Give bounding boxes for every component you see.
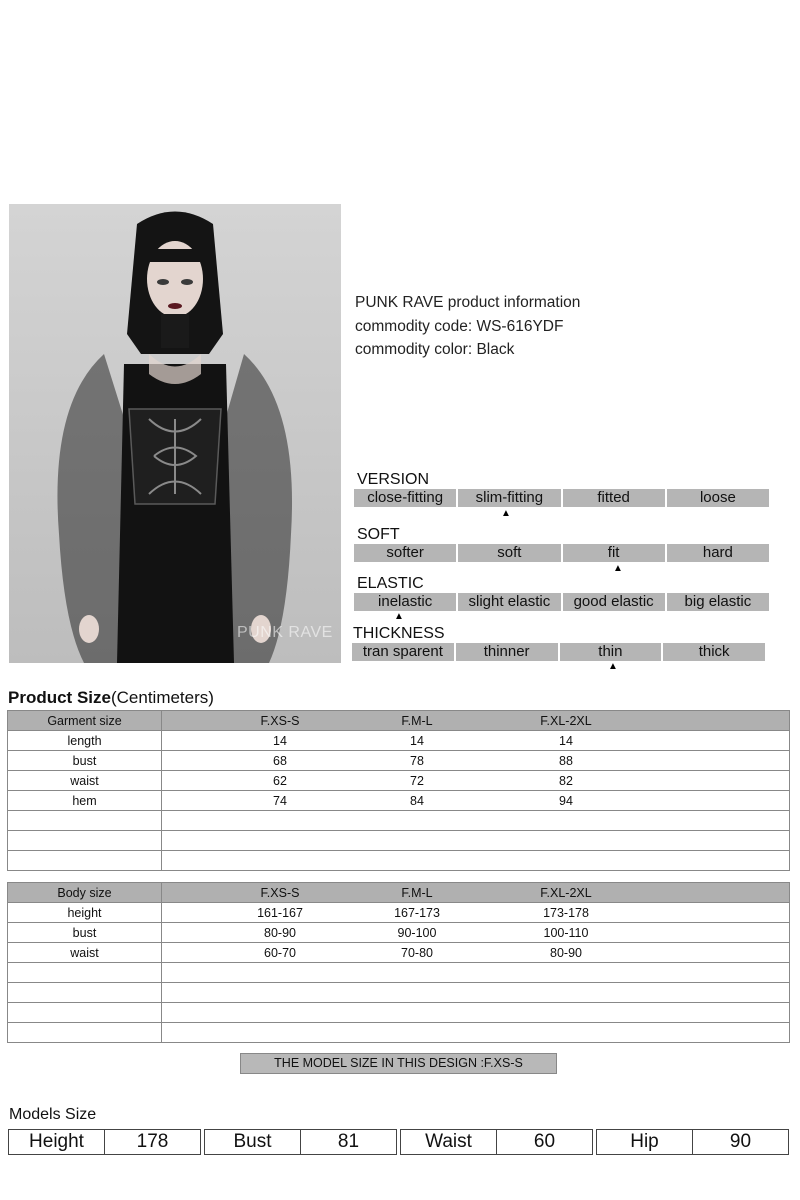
version-selected-marker: ▲ [501, 508, 511, 519]
size-value: 80-90 [264, 926, 296, 940]
model-measure-hip [596, 1129, 789, 1155]
model-size-note: THE MODEL SIZE IN THIS DESIGN :F.XS-S [240, 1053, 557, 1074]
row-label [8, 963, 162, 983]
soft-option: softer [354, 544, 456, 562]
measure-value: 90 [729, 1131, 752, 1152]
size-value: 82 [559, 774, 573, 788]
size-value: 70-80 [401, 946, 433, 960]
info-color-line: commodity color: Black [355, 341, 515, 358]
size-value: 74 [273, 794, 287, 808]
size-value: 88 [559, 754, 573, 768]
elastic-option: good elastic [563, 593, 665, 611]
row-label: bust [8, 923, 162, 943]
row-values [162, 731, 790, 751]
row-label: Body size [8, 883, 162, 903]
row-label [8, 831, 162, 851]
size-value: 68 [273, 754, 287, 768]
elastic-selected-marker: ▲ [394, 611, 404, 622]
table-row [8, 771, 790, 791]
soft-option: hard [667, 544, 769, 562]
thickness-title: THICKNESS [353, 625, 445, 642]
row-values [162, 883, 790, 903]
version-option: slim-fitting [458, 489, 560, 507]
elastic-option: big elastic [667, 593, 769, 611]
table-row [8, 943, 790, 963]
size-value: 72 [410, 774, 424, 788]
row-values [162, 943, 790, 963]
table-row [8, 923, 790, 943]
row-label [8, 851, 162, 871]
row-label: waist [8, 943, 162, 963]
size-value: 161-167 [257, 906, 303, 920]
thickness-option: thinner [456, 643, 558, 661]
row-label: length [8, 731, 162, 751]
garment-size-table [7, 710, 790, 871]
table-header-row [8, 883, 790, 903]
table-header-row [8, 711, 790, 731]
elastic-title: ELASTIC [357, 575, 424, 592]
row-values [162, 983, 790, 1003]
size-value: F.M-L [401, 886, 433, 900]
thickness-scale [352, 643, 765, 661]
size-value: 167-173 [394, 906, 440, 920]
size-value: 78 [410, 754, 424, 768]
size-value: 173-178 [543, 906, 589, 920]
size-value: 90-100 [397, 926, 437, 940]
table-row [8, 1003, 790, 1023]
body-size-table [7, 882, 790, 1043]
models-size-label: Models Size [9, 1106, 97, 1123]
row-label [8, 1023, 162, 1043]
size-value: 62 [273, 774, 287, 788]
table-row [8, 851, 790, 871]
row-values [162, 791, 790, 811]
table-row [8, 1023, 790, 1043]
measure-value: 81 [337, 1131, 360, 1152]
size-value: F.M-L [401, 714, 433, 728]
size-value: 80-90 [550, 946, 582, 960]
row-label: waist [8, 771, 162, 791]
row-label: bust [8, 751, 162, 771]
version-option: fitted [563, 489, 665, 507]
row-label: Garment size [8, 711, 162, 731]
version-option: loose [667, 489, 769, 507]
size-value: F.XS-S [260, 886, 300, 900]
row-label [8, 1003, 162, 1023]
product-photo [9, 204, 341, 663]
size-value: F.XL-2XL [540, 886, 592, 900]
soft-option: fit [563, 544, 665, 562]
thickness-option: thick [663, 643, 765, 661]
size-value: F.XS-S [260, 714, 300, 728]
model-measure-height [8, 1129, 201, 1155]
version-scale [354, 489, 769, 507]
row-values [162, 831, 790, 851]
product-info [355, 291, 580, 362]
thickness-option: tran sparent [352, 643, 454, 661]
elastic-option: slight elastic [458, 593, 560, 611]
row-label: hem [8, 791, 162, 811]
row-label [8, 811, 162, 831]
info-brand-line: PUNK RAVE product information [355, 294, 581, 311]
row-values [162, 923, 790, 943]
model-measure-bust [204, 1129, 397, 1155]
table-row [8, 963, 790, 983]
row-values [162, 963, 790, 983]
table-row [8, 751, 790, 771]
thickness-selected-marker: ▲ [608, 661, 618, 672]
row-values [162, 751, 790, 771]
soft-option: soft [458, 544, 560, 562]
product-size-title [8, 688, 214, 708]
row-values [162, 771, 790, 791]
measure-key: Bust [205, 1130, 301, 1154]
measure-key: Hip [597, 1130, 693, 1154]
table-row [8, 811, 790, 831]
size-value: 14 [410, 734, 424, 748]
measure-key: Height [9, 1130, 105, 1154]
measure-key: Waist [401, 1130, 497, 1154]
measure-value: 178 [136, 1131, 169, 1152]
version-option: close-fitting [354, 489, 456, 507]
model-measure-waist [400, 1129, 593, 1155]
row-label [8, 983, 162, 1003]
row-values [162, 811, 790, 831]
row-values [162, 1003, 790, 1023]
product-size-unit: (Centimeters) [110, 688, 214, 707]
soft-title: SOFT [357, 526, 400, 543]
row-label: height [8, 903, 162, 923]
soft-selected-marker: ▲ [613, 563, 623, 574]
measure-value: 60 [533, 1131, 556, 1152]
table-row [8, 903, 790, 923]
info-code-line: commodity code: WS-616YDF [355, 317, 564, 335]
table-row [8, 791, 790, 811]
row-values [162, 903, 790, 923]
brand-watermark: PUNK RAVE [237, 624, 333, 641]
soft-scale [354, 544, 769, 562]
row-values [162, 1023, 790, 1043]
thickness-option: thin [560, 643, 662, 661]
size-value: 14 [273, 734, 287, 748]
table-row [8, 983, 790, 1003]
table-row [8, 731, 790, 751]
size-value: F.XL-2XL [540, 714, 592, 728]
size-value: 60-70 [264, 946, 296, 960]
table-row [8, 831, 790, 851]
size-value: 84 [410, 794, 424, 808]
elastic-option: inelastic [354, 593, 456, 611]
model-illustration [9, 204, 341, 663]
size-value: 100-110 [543, 926, 589, 940]
row-values [162, 851, 790, 871]
size-value: 94 [559, 794, 573, 808]
version-title: VERSION [357, 471, 430, 488]
elastic-scale [354, 593, 769, 611]
product-size-title-bold: Product Size [8, 688, 111, 707]
row-values [162, 711, 790, 731]
size-value: 14 [559, 734, 573, 748]
